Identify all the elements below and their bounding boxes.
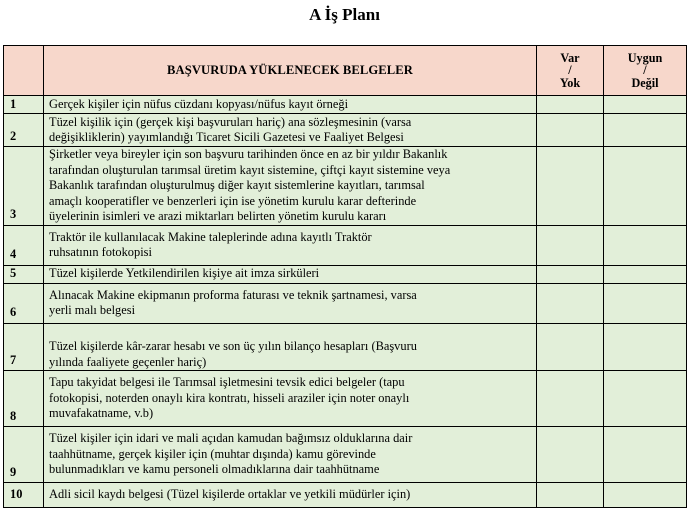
document-line: yılında faaliyete geçenler hariç) [49, 354, 207, 369]
document-line: Traktör ile kullanılacak Makine taleplerinde adına kayıtlı Traktör [49, 229, 372, 244]
var-yok-cell[interactable] [537, 427, 604, 483]
page-title: A İş Planı [309, 5, 380, 24]
table-row [4, 283, 687, 323]
document-description [44, 147, 537, 226]
document-description [44, 371, 537, 427]
var-yok-cell[interactable] [537, 483, 604, 508]
row-number: 7 [4, 323, 44, 371]
var-yok-cell[interactable] [537, 265, 604, 283]
document-line: üyelerinin isimleri ve arazi miktarları belirten yönetim kurulu kararı [49, 209, 387, 223]
row-number: 9 [4, 427, 44, 483]
document-line: yerli malı belgesi [49, 303, 136, 317]
document-line [49, 324, 533, 340]
document-line: taahhütname, gerçek kişiler için (muhtar dışında) kamu görevinde [49, 446, 376, 461]
table-row [4, 225, 687, 265]
document-line: Bakanlık tarafından oluşturulmuş diğer kayıt sistemlerine kayıtları, tarımsal [49, 178, 425, 192]
document-line: tarafından oluşturulan tarımsal üretim kayıt sistemine, çiftçi kayıt sistemine veya [49, 162, 451, 177]
table-row [4, 323, 687, 371]
row-number: 1 [4, 96, 44, 114]
document-line: fotokopisi, noterden onaylı kira kontratı, hisseli araziler için noter onaylı [49, 390, 410, 405]
uygun-degil-cell[interactable] [604, 427, 687, 483]
uygun-degil-cell[interactable] [604, 265, 687, 283]
table-row [4, 96, 687, 114]
document-line: Tüzel kişilerde kâr-zarar hesabı ve son üç yılın bilanço hesapları (Başvuru [49, 339, 417, 353]
var-yok-cell[interactable] [537, 283, 604, 323]
uygun-degil-cell[interactable] [604, 371, 687, 427]
row-number: 5 [4, 265, 44, 283]
uygun-degil-cell[interactable] [604, 323, 687, 371]
header-uygun-degil: Uygun / Değil [604, 46, 687, 96]
document-line: muvafakatname, v.b) [49, 406, 154, 421]
row-number: 8 [4, 371, 44, 427]
table-row [4, 147, 687, 226]
header-number-cell [4, 46, 44, 96]
uygun-degil-cell[interactable] [604, 96, 687, 114]
document-description [44, 483, 537, 508]
document-line: bulunmadıkları ve kamu personeli olmadıklarına dair taahhütname [49, 462, 380, 477]
document-line: amaçlı kooperatifler ve benzerleri için ise yönetim kurulu karar defterinde [49, 193, 417, 208]
var-yok-cell[interactable] [537, 225, 604, 265]
table-row [4, 371, 687, 427]
table-row [4, 483, 687, 508]
document-line: ruhsatının fotokopisi [49, 245, 152, 259]
var-yok-cell[interactable] [537, 147, 604, 226]
document-description [44, 265, 537, 283]
document-description [44, 225, 537, 265]
var-yok-cell[interactable] [537, 323, 604, 371]
var-yok-cell[interactable] [537, 114, 604, 147]
document-description [44, 96, 537, 114]
uygun-degil-cell[interactable] [604, 483, 687, 508]
document-line: Tapu takyidat belgesi ile Tarımsal işletmesini tevsik edici belgeler (tapu [49, 375, 405, 390]
row-number: 6 [4, 283, 44, 323]
header-documents: BAŞVURUDA YÜKLENECEK BELGELER [44, 46, 537, 96]
row-number: 10 [4, 483, 44, 508]
document-line: Alınacak Makine ekipmanın proforma faturası ve teknik şartnamesi, varsa [49, 287, 417, 302]
table-row [4, 265, 687, 283]
var-yok-cell[interactable] [537, 96, 604, 114]
table-header-row [4, 46, 687, 96]
uygun-degil-cell[interactable] [604, 225, 687, 265]
document-description [44, 323, 537, 371]
row-number: 4 [4, 225, 44, 265]
table-row [4, 427, 687, 483]
document-line: Tüzel kişilerde Yetkilendirilen kişiye ait imza sirküleri [49, 266, 320, 281]
uygun-degil-cell[interactable] [604, 283, 687, 323]
documents-table [3, 45, 687, 508]
document-line: değişikliklerin) yayımlandığı Ticaret Sicili Gazetesi ve Faaliyet Belgesi [49, 130, 404, 144]
document-line: Şirketler veya bireyler için son başvuru tarihinden önce en az bir yıldır Bakanlık [49, 147, 448, 161]
uygun-degil-cell[interactable] [604, 114, 687, 147]
header-var-yok: Var / Yok [537, 46, 604, 96]
var-yok-cell[interactable] [537, 371, 604, 427]
document-line: Adli sicil kaydı belgesi (Tüzel kişilerde ortaklar ve yetkili müdürler için) [49, 487, 411, 502]
row-number: 2 [4, 114, 44, 147]
document-description [44, 283, 537, 323]
document-description [44, 427, 537, 483]
document-description [44, 114, 537, 147]
document-line: Tüzel kişiler için idari ve mali açıdan kamudan bağımsız olduklarına dair [49, 431, 413, 446]
document-line: Gerçek kişiler için nüfus cüzdanı kopyası/nüfus kayıt örneği [49, 96, 349, 111]
uygun-degil-cell[interactable] [604, 147, 687, 226]
document-line: Tüzel kişilik için (gerçek kişi başvuruları hariç) ana sözleşmesinin (varsa [49, 114, 412, 129]
table-row [4, 114, 687, 147]
row-number: 3 [4, 147, 44, 226]
